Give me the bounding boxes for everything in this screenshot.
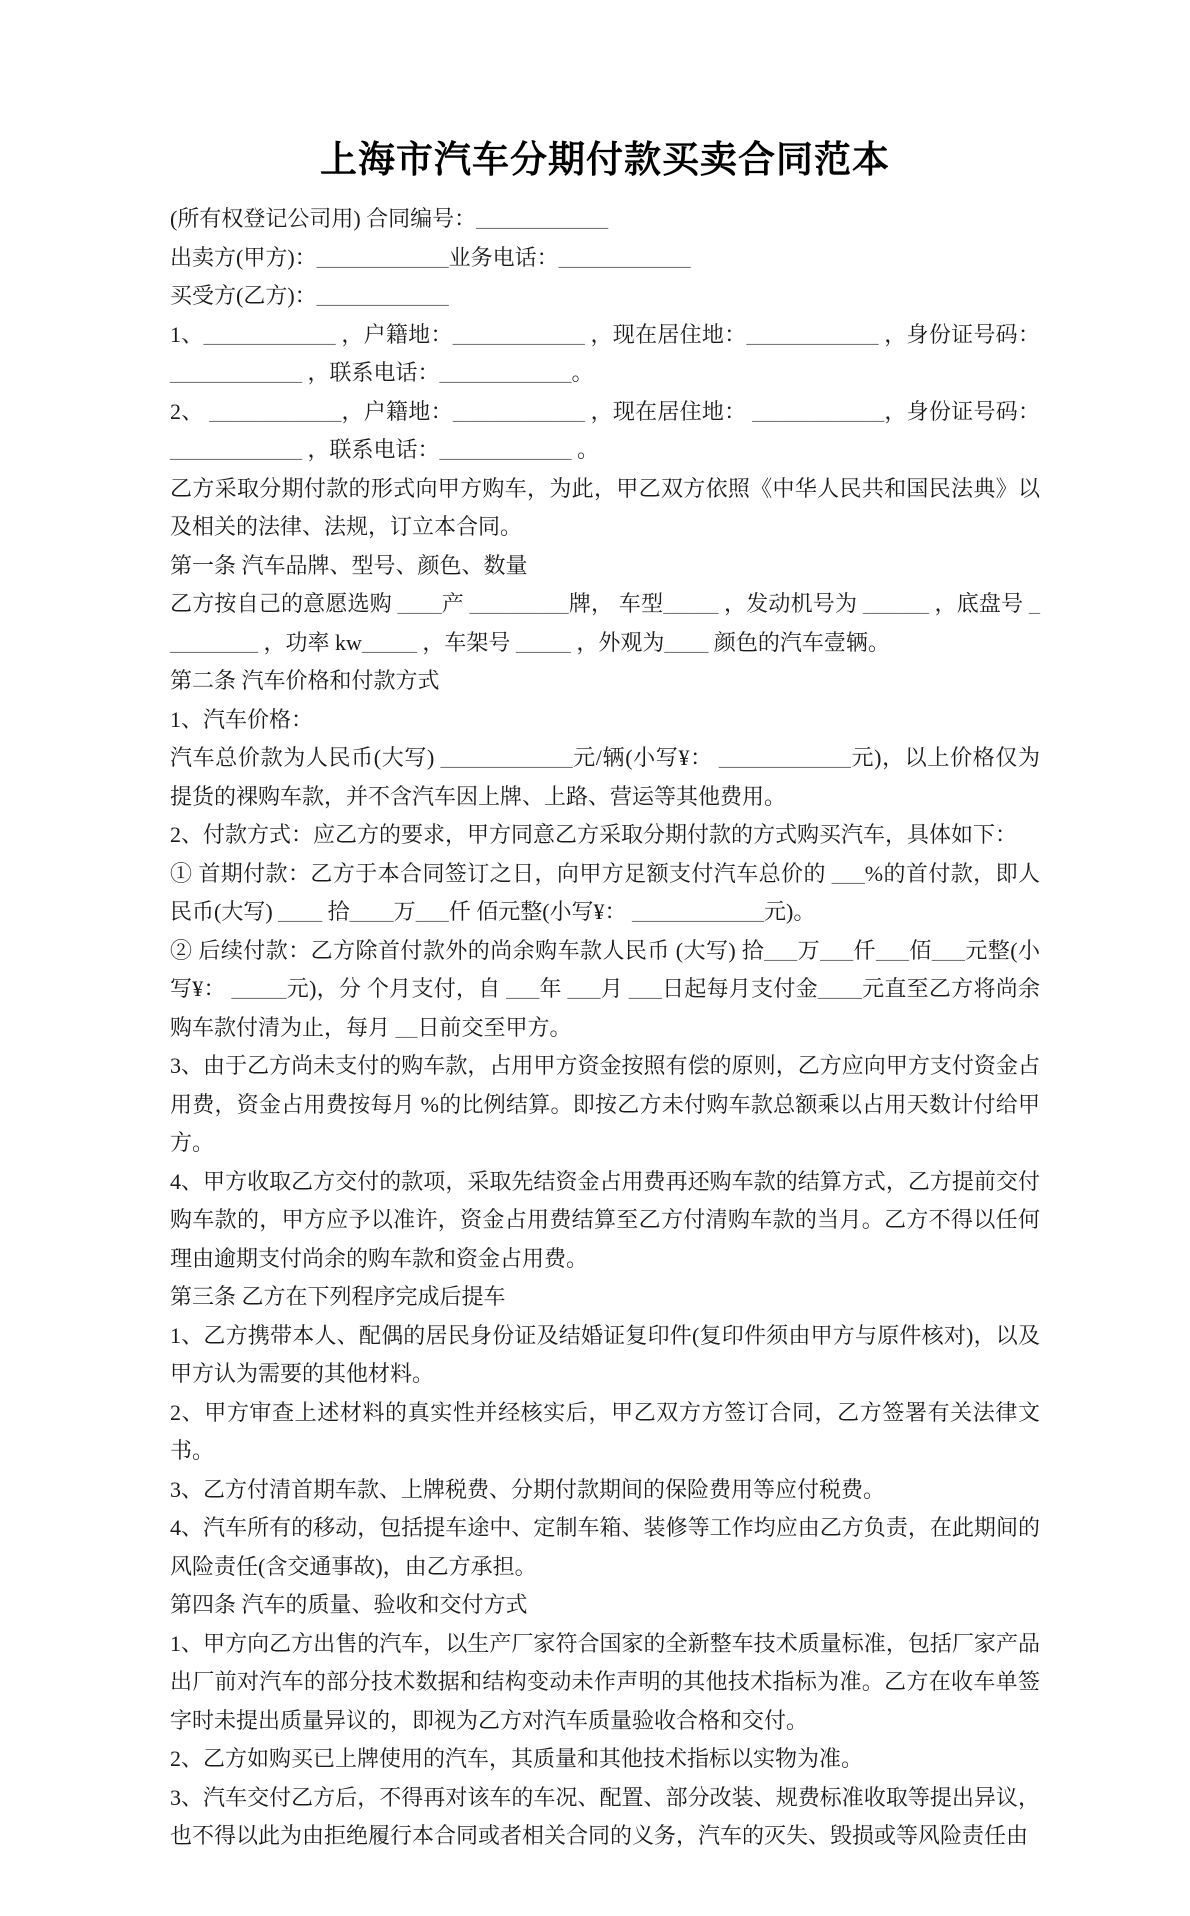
- paragraph: 汽车总价款为人民币(大写) ____________元/辆(小写¥： ____________元)，以上价格仅为 提货的裸购车款，并不含汽车因上牌、上路、营运等其他费用。: [170, 745, 1041, 809]
- fill-in-blank: ____________: [718, 745, 851, 771]
- paragraph: 第三条 乙方在下列程序完成后提车: [170, 1284, 506, 1310]
- fill-in-blank: ____________: [746, 321, 879, 347]
- fill-in-blank: ____________: [452, 398, 585, 424]
- fill-in-blank: ___: [831, 860, 865, 886]
- paragraph: 乙方采取分期付款的形式向甲方购车，为此，甲乙双方依照《中华人民共和国民法典》以及相关的法律、法规，订立本合同。: [170, 475, 1040, 540]
- paragraph: 出卖方(甲方)：____________业务电话：____________: [170, 244, 691, 270]
- paragraph: 2、付款方式：应乙方的要求，甲方同意乙方采取分期付款的方式购买汽车，具体如下：: [170, 822, 1018, 848]
- paragraph: 2、 ____________，户籍地：____________ ，现在居住地： ____________，身份证号码：____________ ，联系电话：____________ 。: [170, 398, 1040, 463]
- paragraph: 乙方按自己的意愿选购 ____产 _________牌， 车型_____ ，发动机号为 ______ ，底盘号 _________ ，功率 kw_____ ，车架号 _____ ，外观为____ 颜色的汽车壹辆。: [170, 591, 1040, 655]
- paragraph: (所有权登记公司用) 合同编号：____________: [170, 206, 609, 232]
- paragraph: 1、____________ ，户籍地：____________ ，现在居住地：____________ ，身份证号码：____________ ，联系电话：____________。: [170, 321, 1040, 386]
- fill-in-blank: __: [395, 1014, 418, 1040]
- paragraph: 1、乙方携带本人、配偶的居民身份证及结婚证复印件(复印件须由甲方与原件核对)，以及甲方认为需要的其他材料。: [170, 1322, 1040, 1387]
- fill-in-blank: ____________: [170, 437, 302, 463]
- fill-in-blank: ____: [397, 591, 442, 617]
- fill-in-blank: ______: [862, 591, 929, 617]
- paragraph: 第二条 汽车价格和付款方式: [170, 668, 440, 694]
- paragraph: 买受方(乙方)：____________: [170, 283, 449, 309]
- document-body: [170, 200, 1040, 1856]
- fill-in-blank: ___: [506, 976, 540, 1002]
- paragraph: 4、汽车所有的移动，包括提车途中、定制车箱、装修等工作均应由乙方负责，在此期间的风险责任(含交通事故)，由乙方承担。: [170, 1515, 1040, 1579]
- fill-in-blank: _____: [361, 629, 417, 655]
- paragraph: 1、甲方向乙方出售的汽车，以生产厂家符合国家的全新整车技术质量标准，包括厂家产品出厂前对汽车的部分技术数据和结构变动未作声明的其他技术指标为准。乙方在收车单签字时未提出质量异议的，即视为乙方对汽车质量验收合格和交付。: [170, 1630, 1040, 1733]
- fill-in-blank: ____________: [558, 244, 691, 270]
- paragraph: 1、汽车价格：: [170, 706, 314, 732]
- fill-in-blank: ___: [415, 899, 449, 925]
- fill-in-blank: ___: [875, 937, 909, 963]
- fill-in-blank: ____________: [439, 437, 572, 463]
- fill-in-blank: ____: [278, 899, 323, 925]
- fill-in-blank: ____: [817, 976, 862, 1002]
- fill-in-blank: _____: [231, 976, 287, 1002]
- fill-in-blank: ____________: [203, 321, 336, 347]
- paragraph: ① 首期付款：乙方于本合同签订之日，向甲方足额支付汽车总价的 ___%的首付款，即人民币(大写) ____ 拾____万___仟 佰元整(小写¥： ____________元)。: [170, 860, 1040, 925]
- fill-in-blank: _________: [469, 591, 569, 617]
- fill-in-blank: ____________: [316, 244, 449, 270]
- fill-in-blank: ____________: [170, 360, 302, 386]
- fill-in-blank: ____________: [452, 321, 585, 347]
- fill-in-blank: ____: [349, 899, 394, 925]
- paragraph: ② 后续付款：乙方除首付款外的尚余购车款人民币 (大写) 拾___万___仟___佰___元整(小写¥： _____元)，分 个月支付，自 ___年 ___月 ___日起每月支付金____元直至乙方将尚余购车款付清为止，每月 __日前交至甲方。: [170, 937, 1040, 1040]
- paragraph: 2、甲方审查上述材料的真实性并经核实后，甲乙双方方签订合同，乙方签署有关法律文书。: [170, 1399, 1040, 1464]
- fill-in-blank: ____________: [316, 283, 449, 309]
- paragraph: 4、甲方收取乙方交付的款项，采取先结资金占用费再还购车款的结算方式，乙方提前交付购车款的，甲方应予以准许，资金占用费结算至乙方付清购车款的当月。乙方不得以任何理由逾期支付尚余的购车款和资金占用费。: [170, 1168, 1040, 1271]
- paragraph: 3、乙方付清首期车款、上牌税费、分期付款期间的保险费用等应付税费。: [170, 1476, 886, 1502]
- fill-in-blank: ___: [567, 976, 601, 1002]
- paragraph: 第四条 汽车的质量、验收和交付方式: [170, 1592, 528, 1618]
- fill-in-blank: ____________: [439, 360, 572, 386]
- fill-in-blank: ____________: [476, 206, 609, 232]
- paragraph: 3、由于乙方尚未支付的购车款，占用甲方资金按照有偿的原则，乙方应向甲方支付资金占用费，资金占用费按每月 %的比例结算。即按乙方未付购车款总额乘以占用天数计付给甲方。: [170, 1053, 1040, 1156]
- fill-in-blank: ___: [931, 937, 965, 963]
- fill-in-blank: ___: [764, 937, 798, 963]
- fill-in-blank: ____________: [209, 398, 342, 424]
- paragraph: 2、乙方如购买已上牌使用的汽车，其质量和其他技术指标以实物为准。: [170, 1746, 864, 1772]
- document-title: 上海市汽车分期付款买卖合同范本: [320, 140, 890, 181]
- fill-in-blank: ___: [628, 976, 662, 1002]
- fill-in-blank: ____________: [752, 398, 885, 424]
- fill-in-blank: ____________: [632, 899, 765, 925]
- paragraph: 3、汽车交付乙方后，不得再对该车的车况、配置、部分改装、规费标准收取等提出异议，也不得以此为由拒绝履行本合同或者相关合同的义务，汽车的灭失、毁损或等风险责任由: [170, 1784, 1040, 1849]
- fill-in-blank: _____: [515, 629, 571, 655]
- fill-in-blank: ___: [820, 937, 854, 963]
- fill-in-blank: ____: [664, 629, 709, 655]
- fill-in-blank: ____________: [440, 745, 573, 771]
- paragraph: 第一条 汽车品牌、型号、颜色、数量: [170, 552, 528, 578]
- fill-in-blank: _____: [663, 591, 719, 617]
- fill-in-blank: _________: [170, 591, 1040, 655]
